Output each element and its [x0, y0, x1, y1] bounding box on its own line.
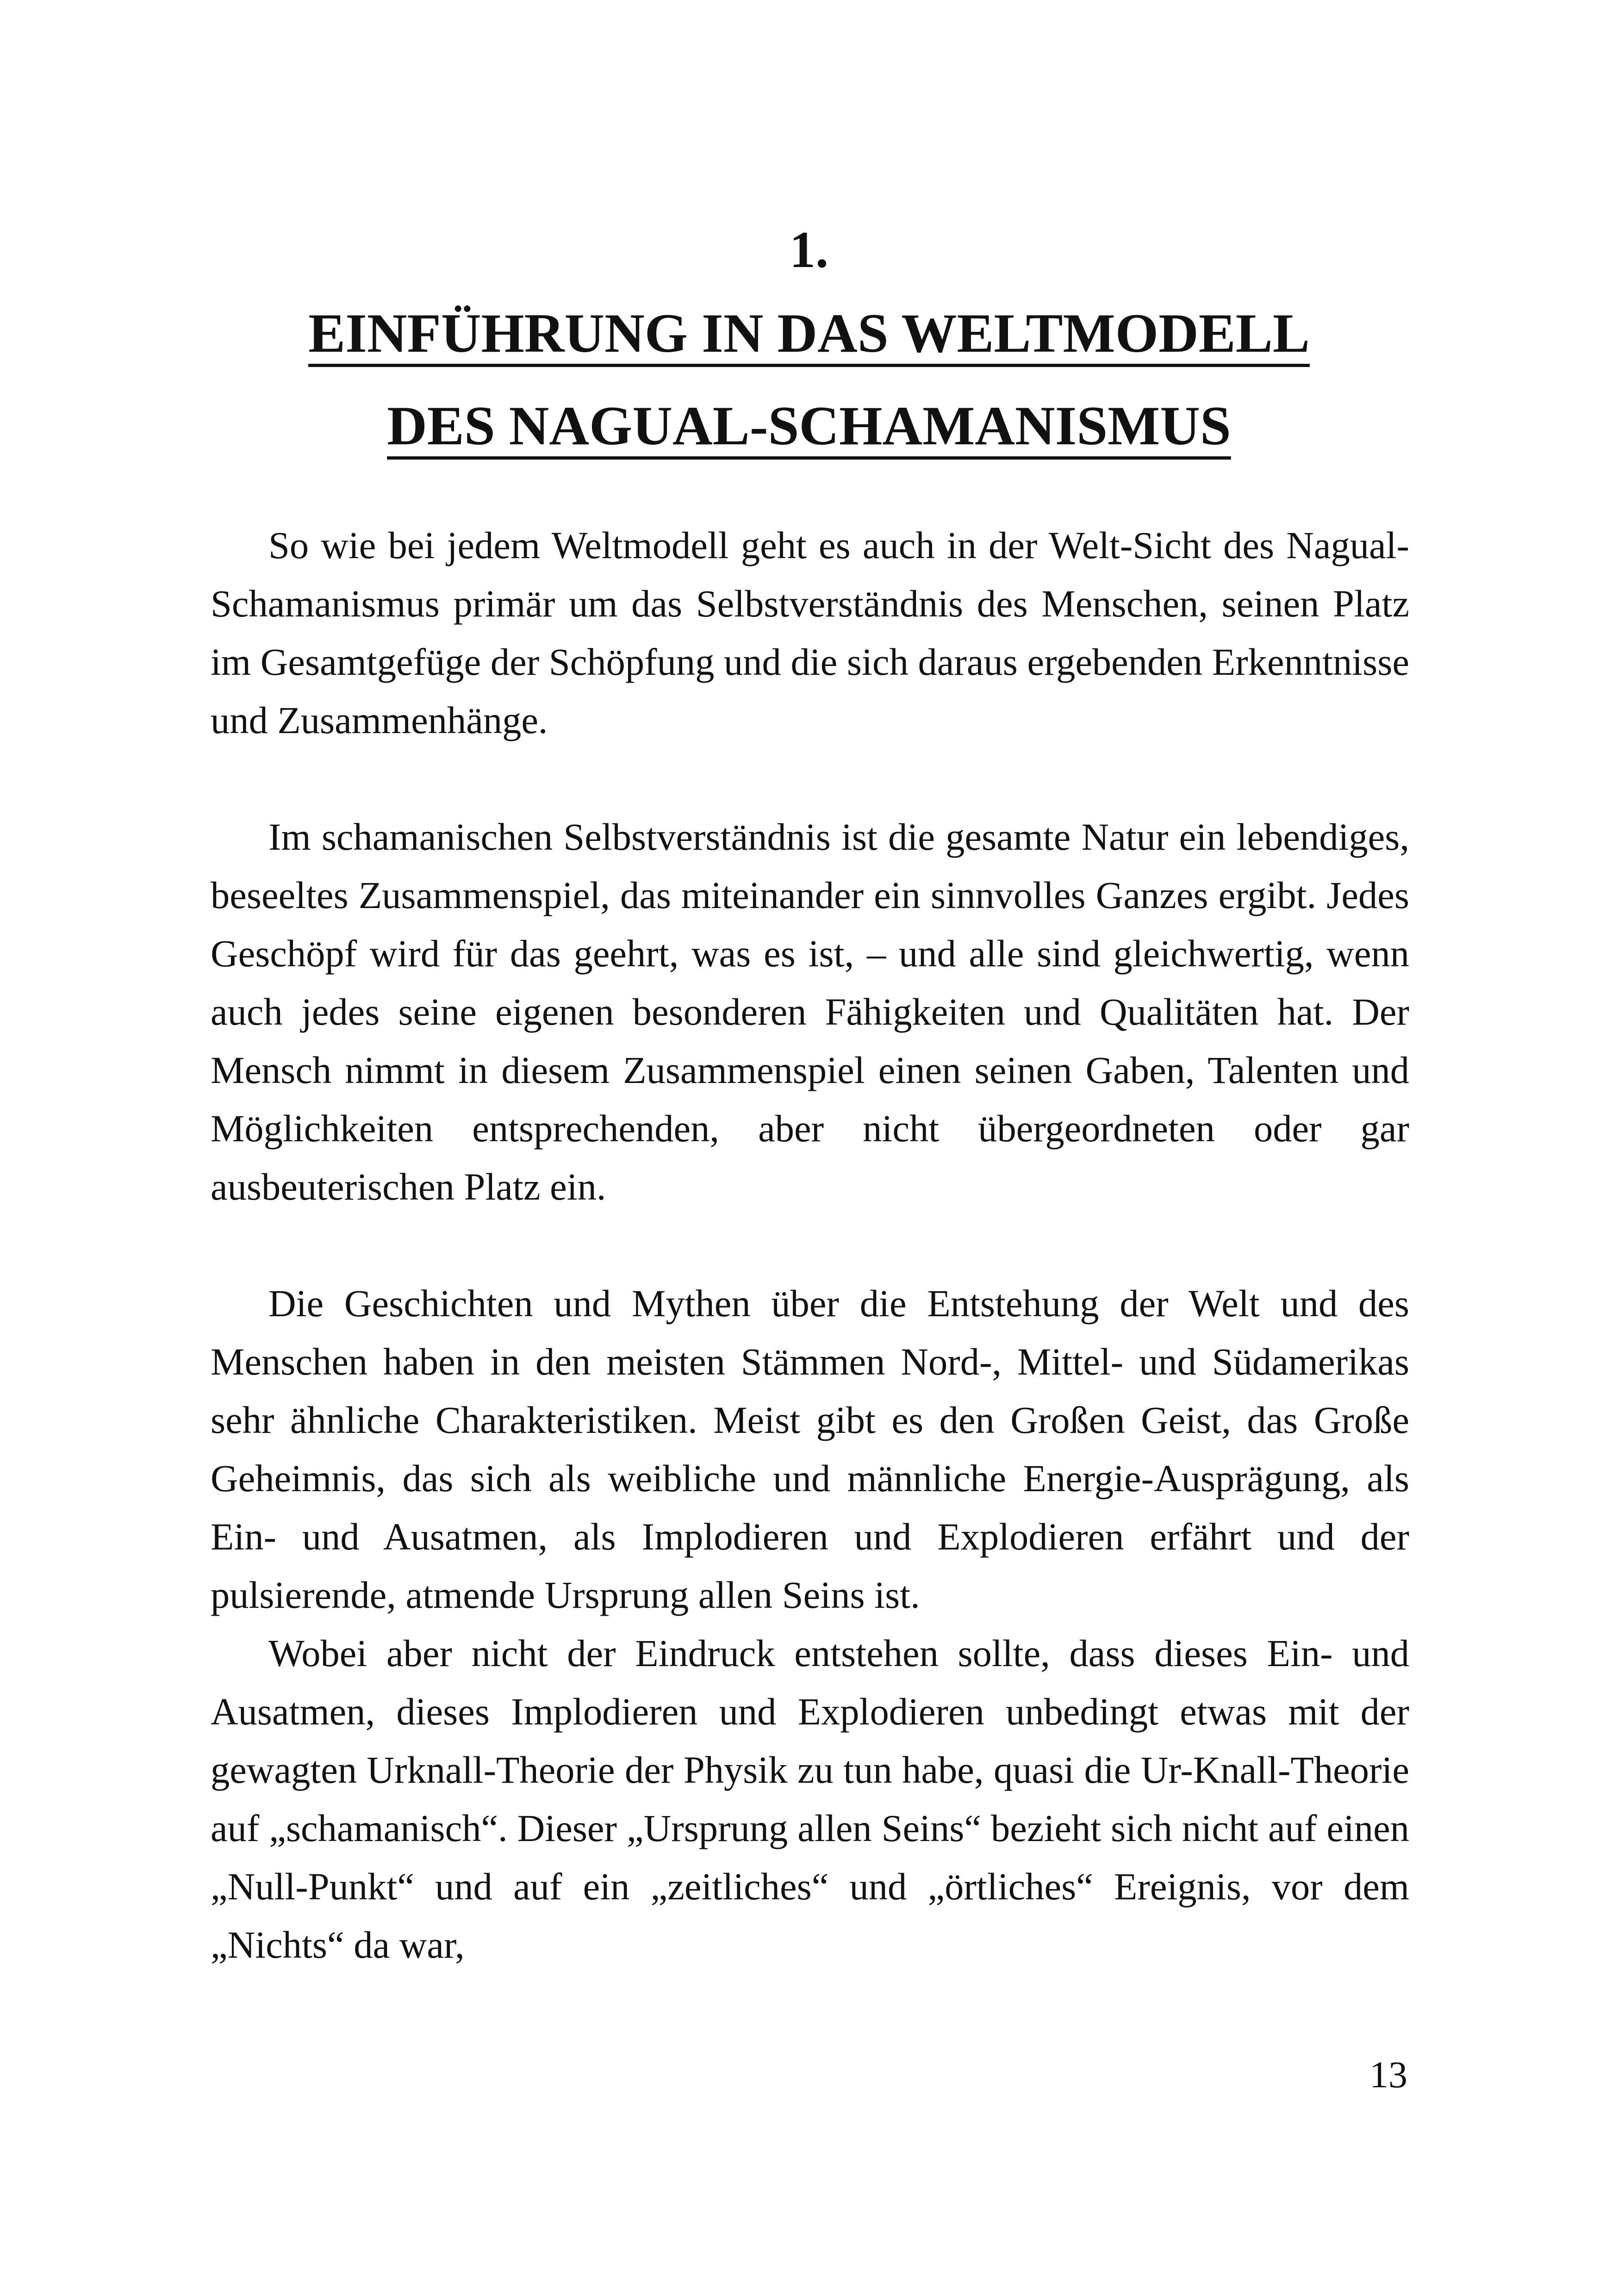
chapter-title-line-1: EINFÜHRUNG IN DAS WELTMODELL	[308, 302, 1310, 364]
chapter-title	[0, 287, 1618, 472]
paragraph: Die Geschichten und Mythen über die Entstehung der Welt und des Menschen haben in den meisten Stämmen Nord-, Mittel- und Südamerikas sehr ähnliche Charakteristiken. Meist gibt es den Großen Geist, das Große Geheimnis, das sich als weibliche und männliche Energie-Ausprägung, als Ein- und Ausatmen, als Implodieren und Explodieren erfährt und der pulsierende, atmende Ursprung allen Seins ist.	[211, 1282, 1409, 1616]
paragraph: Im schamanischen Selbstverständnis ist die gesamte Natur ein lebendiges, beseeltes Zusammenspiel, das miteinander ein sinnvolles Ganzes ergibt. Jedes Geschöpf wird für das geehrt, was es ist, – und alle sind gleichwertig, wenn auch jedes seine eigenen besonderen Fähigkeiten und Qualitäten hat. Der Mensch nimmt in diesem Zusammenspiel einen seinen Gaben, Talenten und Möglichkeiten entsprechenden, aber nicht übergeordneten oder gar ausbeuterischen Platz ein.	[211, 815, 1409, 1208]
chapter-number: 1.	[790, 221, 828, 279]
paragraph: So wie bei jedem Weltmodell geht es auch in der Welt-Sicht des Nagual-Schamanismus primär um das Selbstverständnis des Menschen, seinen Platz im Gesamtgefüge der Schöpfung und die sich daraus ergebenden Erkenntnisse und Zusammenhänge.	[211, 524, 1409, 741]
chapter-title-line-2: DES NAGUAL-SCHAMANISMUS	[387, 395, 1231, 456]
paragraph: Wobei aber nicht der Eindruck entstehen sollte, dass dieses Ein- und Ausatmen, dieses Implodieren und Explodieren unbedingt etwas mit der gewagten Urknall-Theorie der Physik zu tun habe, quasi die Ur-Knall-Theorie auf „schamanisch“. Dieser „Ursprung allen Seins“ bezieht sich nicht auf einen „Null-Punkt“ und auf ein „zeitliches“ und „örtliches“ Ereignis, vor dem „Nichts“ da war,	[211, 1632, 1409, 1966]
body-text	[211, 516, 1409, 1974]
page-number: 13	[1369, 2053, 1407, 2096]
